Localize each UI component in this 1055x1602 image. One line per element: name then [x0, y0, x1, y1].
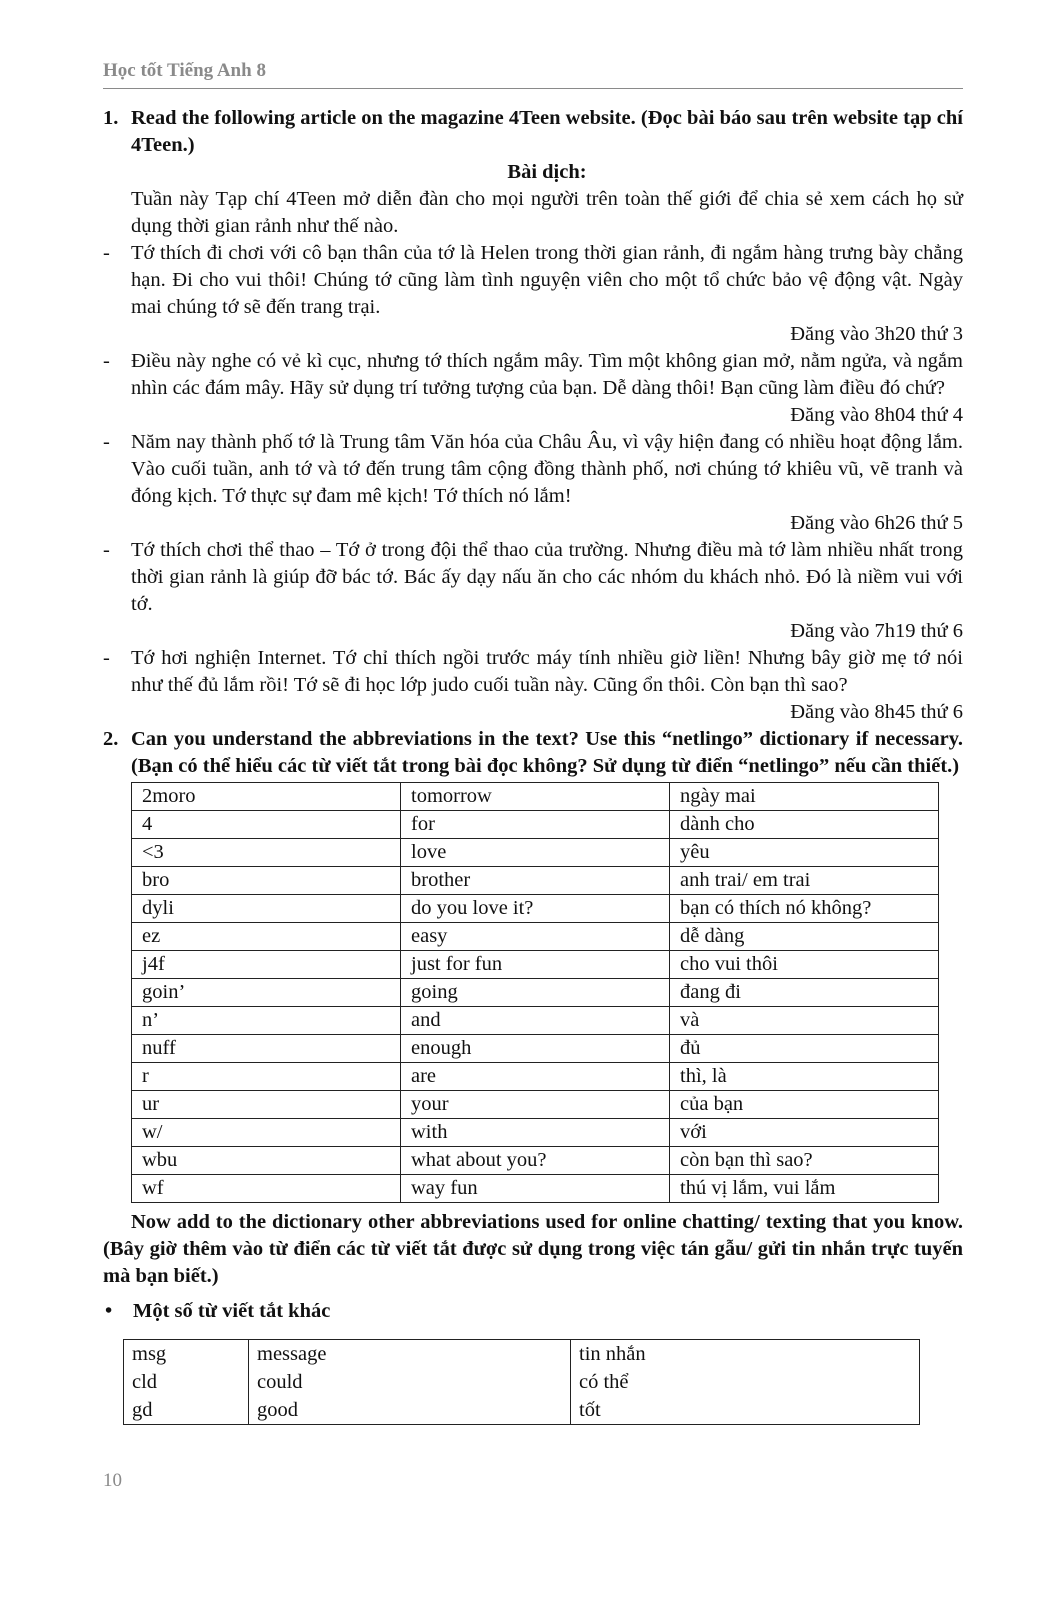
section-1-heading: [103, 105, 963, 159]
translation-cell: tốt: [571, 1396, 920, 1425]
abbreviation-cell: n’: [132, 1007, 401, 1035]
post-list: [103, 240, 963, 726]
page-content: [103, 105, 963, 1425]
table-row: [132, 783, 939, 811]
post-timestamp: Đăng vào 7h19 thứ 6: [790, 620, 963, 642]
table-row: [124, 1396, 920, 1425]
post-text: Năm nay thành phố tớ là Trung tâm Văn hóa của Châu Âu, vì vậy hiện đang có nhiều hoạt động lắm. Vào cuối tuần, anh tớ và tớ đến trung tâm cộng đồng thành phố, nơi chúng tớ khiêu vũ, vẽ tranh và đóng kịch. Tớ thực sự đam mê kịch! Tớ thích nó lắm!: [131, 431, 963, 507]
page-number: 10: [103, 1470, 122, 1491]
table-row: [132, 1007, 939, 1035]
translation-cell: dễ dàng: [670, 923, 939, 951]
meaning-cell: message: [249, 1340, 571, 1369]
translation-cell: ngày mai: [670, 783, 939, 811]
abbreviation-cell: bro: [132, 867, 401, 895]
abbreviation-cell: gd: [132, 1398, 153, 1421]
post-text: Điều này nghe có vẻ kì cục, nhưng tớ thích ngắm mây. Tìm một không gian mở, nằm ngửa, và ngắm nhìn các đám mây. Hãy sử dụng trí tưởng tượng của bạn. Dễ dàng thôi! Bạn cũng làm điều đó chứ?: [131, 350, 963, 399]
table-row: [132, 895, 939, 923]
post-item: [103, 645, 963, 726]
post-body: [103, 645, 963, 699]
post-body: [103, 429, 963, 510]
dash-marker: -: [103, 350, 110, 372]
meaning-cell: tomorrow: [401, 783, 670, 811]
abbreviation-cell: ur: [132, 1091, 401, 1119]
translation-cell: anh trai/ em trai: [670, 867, 939, 895]
dash-marker: -: [103, 242, 110, 264]
meaning-cell: your: [401, 1091, 670, 1119]
translation-cell: cho vui thôi: [670, 951, 939, 979]
abbreviation-cell: 4: [132, 811, 401, 839]
post-text: Tớ thích chơi thể thao – Tớ ở trong đội thể thao của trường. Nhưng điều mà tớ làm nhiều nhất trong thời gian rảnh là giúp đỡ bác tớ. Bác ấy dạy nấu ăn cho các nhóm du khách nhỏ. Đó là niềm vui với tớ.: [131, 539, 963, 615]
dash-marker: -: [103, 539, 110, 561]
translation-cell: yêu: [670, 839, 939, 867]
abbreviation-cell: dyli: [132, 895, 401, 923]
table-row: [132, 979, 939, 1007]
meaning-cell: are: [401, 1063, 670, 1091]
section-2-heading: [103, 726, 963, 780]
table-row: [124, 1368, 920, 1396]
post-timestamp: Đăng vào 8h45 thứ 6: [790, 701, 963, 723]
post-text: Tớ hơi nghiện Internet. Tớ chỉ thích ngồi trước máy tính nhiều giờ liền! Nhưng bây giờ mẹ tớ nói như thế đủ lắm rồi! Tớ sẽ đi học lớp judo cuối tuần này. Cũng ổn thôi. Còn bạn thì sao?: [131, 647, 963, 696]
post-item: [103, 240, 963, 348]
post-body: [103, 348, 963, 402]
table-row: [132, 951, 939, 979]
table-row: [132, 1063, 939, 1091]
section-number: 1.: [103, 107, 119, 129]
table-row: [132, 1091, 939, 1119]
translation-cell: thú vị lắm, vui lắm: [670, 1175, 939, 1203]
post-body: [103, 240, 963, 321]
table-row: [132, 867, 939, 895]
bullet-icon: •: [105, 1300, 113, 1322]
meaning-cell: good: [249, 1396, 571, 1425]
table-row: [132, 1175, 939, 1203]
post-timestamp: Đăng vào 8h04 thứ 4: [790, 404, 963, 426]
meaning-cell: and: [401, 1007, 670, 1035]
abbreviation-cell: nuff: [132, 1035, 401, 1063]
table-row: [132, 1147, 939, 1175]
meaning-cell: enough: [401, 1035, 670, 1063]
meaning-cell: just for fun: [401, 951, 670, 979]
translation-cell: dành cho: [670, 811, 939, 839]
meaning-cell: for: [401, 811, 670, 839]
translation-cell: của bạn: [670, 1091, 939, 1119]
dash-marker: -: [103, 431, 110, 453]
bullet-item: [103, 1298, 963, 1325]
post-item: [103, 537, 963, 645]
translation-cell: đủ: [670, 1035, 939, 1063]
meaning-cell: easy: [401, 923, 670, 951]
translation-cell: bạn có thích nó không?: [670, 895, 939, 923]
meaning-cell: with: [401, 1119, 670, 1147]
other-abbreviations-table: [123, 1339, 920, 1425]
section-heading-text: Can you understand the abbreviations in the text? Use this “netlingo” dictionary if necessary. (Bạn có thể hiểu các từ viết tắt trong bài đọc không? Sử dụng từ điển “netlingo” nếu cần thiết.): [131, 728, 963, 777]
table-row: [132, 839, 939, 867]
translation-cell: tin nhắn: [571, 1340, 920, 1369]
translation-cell: và: [670, 1007, 939, 1035]
bullet-text: Một số từ viết tắt khác: [133, 1300, 331, 1322]
translation-cell: có thể: [571, 1368, 920, 1396]
translation-cell: thì, là: [670, 1063, 939, 1091]
table-row: [132, 1119, 939, 1147]
table-row: [124, 1340, 920, 1369]
meaning-cell: way fun: [401, 1175, 670, 1203]
translation-cell: đang đi: [670, 979, 939, 1007]
netlingo-dictionary-table: [131, 782, 939, 1203]
translation-cell: với: [670, 1119, 939, 1147]
post-timestamp: Đăng vào 3h20 thứ 3: [790, 323, 963, 345]
abbreviation-cell: goin’: [132, 979, 401, 1007]
abbreviation-cell: wf: [132, 1175, 401, 1203]
abbreviation-cell: msg: [132, 1342, 167, 1365]
intro-paragraph: Tuần này Tạp chí 4Teen mở diễn đàn cho mọi người trên toàn thế giới để chia sẻ xem cách họ sử dụng thời gian rảnh như thế nào.: [131, 188, 963, 237]
meaning-cell: going: [401, 979, 670, 1007]
post-timestamp: Đăng vào 6h26 thứ 5: [790, 512, 963, 534]
abbreviation-cell: wbu: [132, 1147, 401, 1175]
meaning-cell: could: [249, 1368, 571, 1396]
abbreviation-cell: r: [132, 1063, 401, 1091]
abbreviation-cell: cld: [132, 1370, 158, 1393]
meaning-cell: do you love it?: [401, 895, 670, 923]
table-row: [132, 811, 939, 839]
meaning-cell: what about you?: [401, 1147, 670, 1175]
translation-label: Bài dịch:: [507, 161, 587, 183]
dash-marker: -: [103, 647, 110, 669]
page-header: Học tốt Tiếng Anh 8: [103, 60, 963, 89]
section-number: 2.: [103, 728, 119, 750]
post-text: Tớ thích đi chơi với cô bạn thân của tớ là Helen trong thời gian rảnh, đi ngắm hàng trưng bày chẳng hạn. Đi cho vui thôi! Chúng tớ cũng làm tình nguyện viên cho một tổ chức bảo vệ động vật. Ngày mai chúng tớ sẽ đến trang trại.: [131, 242, 963, 318]
table-row: [132, 923, 939, 951]
meaning-cell: love: [401, 839, 670, 867]
section-heading-text: Read the following article on the magazine 4Teen website. (Đọc bài báo sau trên website tạp chí 4Teen.): [131, 107, 963, 156]
abbreviation-cell: w/: [132, 1119, 401, 1147]
post-item: [103, 429, 963, 537]
meaning-cell: brother: [401, 867, 670, 895]
abbreviation-cell: <3: [132, 839, 401, 867]
translation-cell: còn bạn thì sao?: [670, 1147, 939, 1175]
abbreviation-cell: j4f: [132, 951, 401, 979]
table-row: [132, 1035, 939, 1063]
abbreviation-cell: 2moro: [132, 783, 401, 811]
post-body: [103, 537, 963, 618]
add-abbreviations-paragraph: Now add to the dictionary other abbreviations used for online chatting/ texting that you know. (Bây giờ thêm vào từ điển các từ viết tắt được sử dụng trong việc tán gẫu/ gửi tin nhắn trực tuyến mà bạn biết.): [103, 1211, 963, 1287]
post-item: [103, 348, 963, 429]
abbreviation-cell: ez: [132, 923, 401, 951]
